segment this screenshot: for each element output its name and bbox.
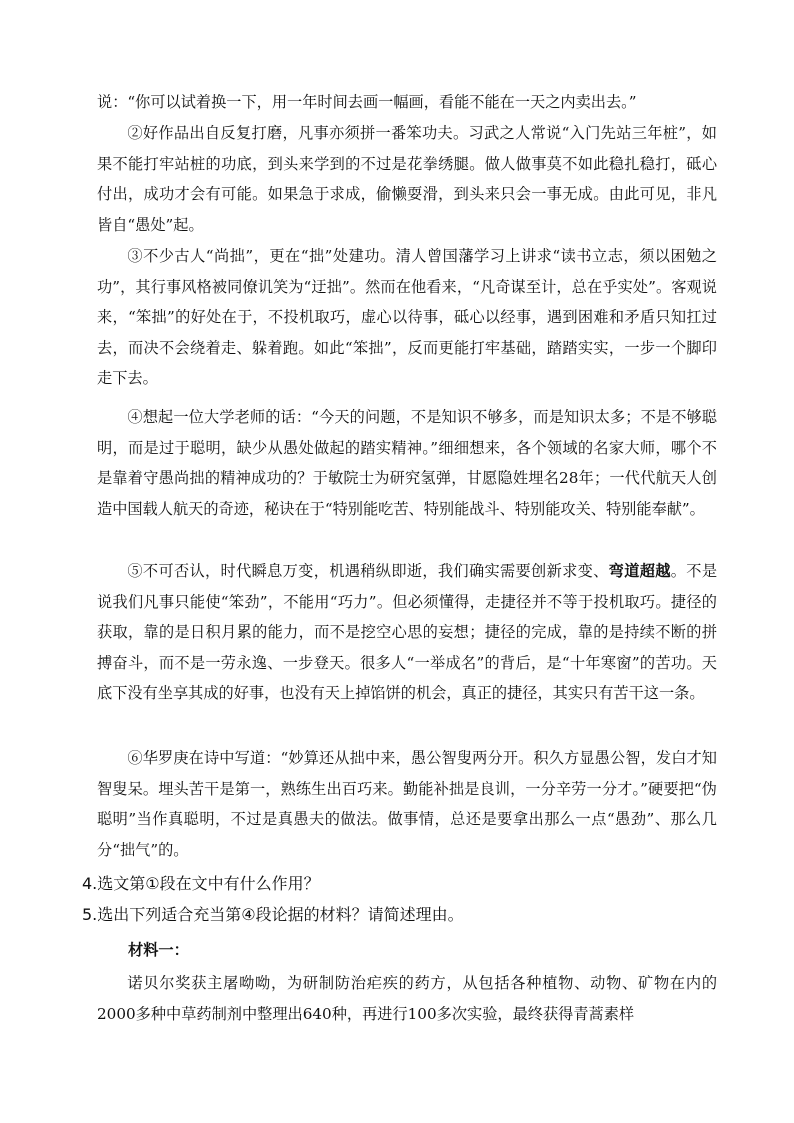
question-5: 5.选出下列适合充当第④段论据的材料？请简述理由。 xyxy=(82,905,464,924)
paragraph-5-text-b: 。不是说我们凡事只能使“笨劲”，不能用“巧力”。但必须懂得，走捷径并不等于投机取巧。捷径的获取，靠的是日积月累的能力，而不是挖空心思的妄想；捷径的完成，靠的是持续不断的拼搏奋斗，而不是一劳永逸、一步登天。很多人“一举成名”的背后，是“十年寒窗”的苦功。天底下没有坐享其成的好事，也没有天上掉馅饼的机会，真正的捷径，其实只有苦干这一条。 xyxy=(97,562,718,703)
paragraph-5-bold-phrase: 弯道超越 xyxy=(608,562,671,580)
paragraph-4: ④想起一位大学老师的话：“今天的问题，不是知识不够多，而是知识太多；不是不够聪明，而是过于聪明，缺少从愚处做起的踏实精神。”细细想来，各个领域的名家大师，哪个不是靠着守愚尚拙的精神成功的？于敏院士为研究氢弹，甘愿隐姓埋名28年；一代代航天人创造中国载人航天的奇迹，秘诀在于“特别能吃苦、特别能战斗、特别能攻关、特别能奉献”。 xyxy=(97,408,717,518)
paragraph-2: ②好作品出自反复打磨，凡事亦须拼一番笨功夫。习武之人常说“入门先站三年桩”，如果不能打牢站桩的功底，到头来学到的不过是花拳绣腿。做人做事莫不如此稳扎稳打，砥心付出，成功才会有可能。如果急于求成，偷懒耍滑，到头来只会一事无成。由此可见，非凡皆自“愚处”起。 xyxy=(97,124,717,234)
question-4: 4.选文第①段在文中有什么作用？ xyxy=(82,874,320,893)
paragraph-3: ③不少古人“尚拙”，更在“拙”处建功。清人曾国藩学习上讲求“读书立志，须以困勉之功”，其行事风格被同僚讥笑为“迂拙”。然而在他看来，“凡奇谋至计，总在乎实处”。客观说来，“笨拙”的好处在于，不投机取巧，虚心以待事，砥心以经事，遇到困难和矛盾只知扛过去，而决不会绕着走、躲着跑。如此“笨拙”，反而更能打牢基础，踏踏实实，一步一个脚印走下去。 xyxy=(97,247,717,388)
paragraph-intro: 说：“你可以试着换一下，用一年时间去画一幅画，看能不能在一天之内卖出去。” xyxy=(97,93,637,111)
material-heading: 材料一： xyxy=(128,941,189,959)
paragraph-5 xyxy=(97,556,717,709)
paragraph-6: ⑥华罗庚在诗中写道：“妙算还从拙中来，愚公智叟两分开。积久方显愚公智，发白才知智叟呆。埋头苦干是第一，熟练生出百巧来。勤能补拙是良训，一分辛劳一分才。”硬要把“伪聪明”当作真聪明，不过是真愚夫的做法。做事情，总还是要拿出那么一点“愚劲”、那么几分“拙气”的。 xyxy=(97,749,717,859)
paragraph-5-text-a: ⑤不可否认，时代瞬息万变，机遇稍纵即逝，我们确实需要创新求变、 xyxy=(127,562,609,580)
material-text: 诺贝尔奖获主屠呦呦，为研制防治疟疾的药方，从包括各种植物、动物、矿物在内的2000多种中草药制剂中整理出640种，再进行100多次实验，最终获得青蒿素样 xyxy=(97,974,717,1023)
